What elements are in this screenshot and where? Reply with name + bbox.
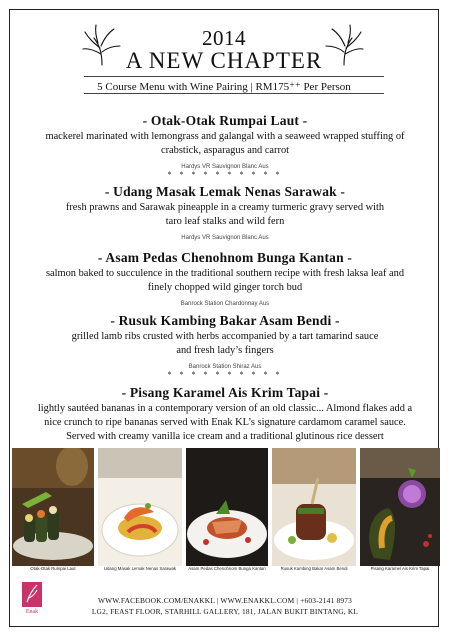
course-4 [20, 313, 430, 374]
course-description: and fresh lady’s fingers [176, 345, 274, 356]
course-description: grilled lamb ribs crusted with herbs accompanied by a tart tamarind sauce [71, 331, 379, 342]
wine-pairing: Banrock Station Shiraz Aus [188, 364, 262, 370]
dish-photo-udang [98, 448, 182, 566]
divider [84, 93, 384, 94]
course-name: - Pisang Karamel Ais Krim Tapai - [121, 385, 329, 400]
wine-pairing: Banrock Station Chardonnay Aus [180, 301, 270, 307]
course-2 [20, 184, 430, 245]
photo-caption: Asam Pedas Chenohnom Bunga Kantan [188, 566, 266, 571]
course-description: taro leaf stalks and wild fern [165, 216, 285, 227]
svg-text:Enak: Enak [25, 609, 39, 615]
wine-pairing: Hardys VR Sauvignon Blanc Aus [181, 164, 269, 170]
menu-year: 2014 [202, 26, 246, 50]
menu-subtitle: 5 Course Menu with Wine Pairing | RM175⁺⁺ Per Person [97, 81, 351, 93]
separator: * * * * * * * * * * [167, 170, 283, 179]
course-description: finely chopped wild ginger torch bud [147, 282, 303, 293]
course-1 [20, 113, 430, 174]
course-description: salmon baked to succulence in the traditional southern recipe with fresh laksa leaf and [45, 268, 405, 279]
course-description: Served with creamy vanilla ice cream and a traditional glutinous rice dessert [66, 431, 384, 442]
course-description: nice crunch to ripe bananas served with Enak KL’s signature cardamom caramel sauce. [44, 417, 406, 428]
footer-contact: WWW.FACEBOOK.COM/ENAKKL | WWW.ENAKKL.COM | +603-2141 8973 [97, 596, 353, 605]
photo-caption: Otak-Otak Rumpai Laut [30, 566, 76, 571]
course-name: - Otak-Otak Rumpai Laut - [142, 113, 308, 128]
course-description: lightly sautéed bananas in a contemporary version of an old classic... Almond flakes add a [37, 403, 413, 414]
course-name: - Asam Pedas Chenohnom Bunga Kantan - [97, 250, 353, 265]
course-description: fresh prawns and Sarawak pineapple in a creamy turmeric gravy served with [65, 202, 385, 213]
course-description: crabstick, asparagus and carrot [160, 145, 290, 156]
dish-photo-asam-pedas [186, 448, 268, 566]
menu-header [10, 10, 438, 110]
course-5 [14, 385, 436, 443]
course-3 [20, 250, 430, 311]
dish-photo-pisang-karamel [360, 448, 440, 566]
dish-photo-rusuk-kambing [272, 448, 356, 566]
menu-title: A NEW CHAPTER [125, 48, 323, 73]
course-description: mackerel marinated with lemongrass and galangal with a seaweed wrapped stuffing of [45, 131, 405, 142]
course-name: - Rusuk Kambing Bakar Asam Bendi - [110, 313, 340, 328]
dish-photo-strip [12, 448, 440, 574]
photo-caption: Udang Masak Lemak Nenas Sarawak [103, 566, 177, 571]
divider [84, 76, 384, 77]
separator: * * * * * * * * * * [167, 370, 283, 379]
dish-photo-otak-otak [12, 448, 94, 566]
photo-caption: Pisang Karamel Ais Krim Tapai [370, 566, 430, 571]
photo-caption: Rusuk Kambing Bakar Asam Bendi [280, 566, 348, 571]
footer-address: LG2, FEAST FLOOR, STARHILL GALLERY, 181, JALAN BUKIT BINTANG, KL [91, 607, 359, 616]
wine-pairing: Hardys VR Sauvignon Blanc Aus [181, 235, 269, 241]
course-name: - Udang Masak Lemak Nenas Sarawak - [104, 184, 346, 199]
